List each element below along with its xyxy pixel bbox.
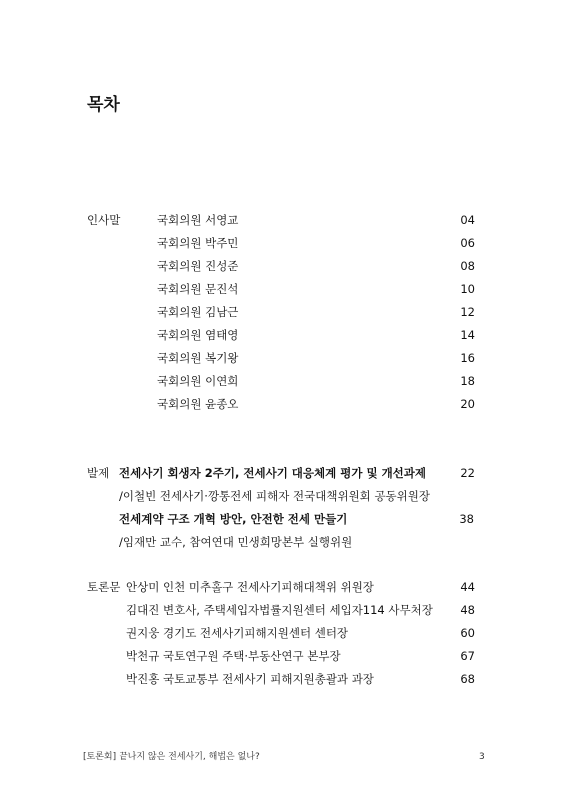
toc-entry-greeting-5[interactable]: 국회의원 김남근 — [157, 305, 239, 319]
toc-entry-greeting-2[interactable]: 국회의원 박주민 — [157, 236, 239, 250]
footer-text: [토론회] 끝나지 않은 전세사기, 해법은 없나? — [83, 752, 260, 762]
toc-page-presentation-1: 22 — [460, 466, 475, 480]
toc-entry-presentation-2[interactable]: 전세계약 구조 개혁 방안, 안전한 전세 만들기 — [119, 512, 348, 526]
toc-entry-discussion-3[interactable]: 권지웅 경기도 전세사기피해지원센터 센터장 — [126, 626, 349, 640]
toc-page-greeting-7: 16 — [460, 351, 475, 365]
page-title: 목차 — [87, 95, 120, 115]
toc-page-greeting-8: 18 — [460, 374, 475, 388]
toc-page-presentation-2: 38 — [459, 512, 474, 526]
toc-page-discussion-1: 44 — [460, 580, 475, 594]
section-label-presentation: 발제 — [87, 466, 110, 480]
toc-entry-greeting-4[interactable]: 국회의원 문진석 — [157, 282, 239, 296]
toc-entry-greeting-9[interactable]: 국회의원 윤종오 — [157, 397, 239, 411]
toc-entry-presentation-1[interactable]: 전세사기 회생자 2주기, 전세사기 대응체계 평가 및 개선과제 — [119, 466, 427, 480]
toc-page-greeting-6: 14 — [460, 328, 475, 342]
toc-page-greeting-3: 08 — [460, 259, 475, 273]
toc-page-greeting-9: 20 — [460, 397, 475, 411]
toc-page-discussion-5: 68 — [460, 672, 475, 686]
toc-page-discussion-4: 67 — [460, 649, 475, 663]
toc-page-greeting-2: 06 — [460, 236, 475, 250]
section-label-discussion: 토론문 — [87, 580, 121, 594]
toc-entry-greeting-7[interactable]: 국회의원 복기왕 — [157, 351, 239, 365]
footer-page-number: 3 — [479, 752, 485, 762]
toc-page-discussion-3: 60 — [460, 626, 475, 640]
toc-entry-greeting-3[interactable]: 국회의원 진성준 — [157, 259, 239, 273]
toc-page-greeting-4: 10 — [460, 282, 475, 296]
toc-entry-discussion-2[interactable]: 김대진 변호사, 주택세입자법률지원센터 세입자114 사무처장 — [126, 603, 433, 617]
toc-page-greeting-5: 12 — [460, 305, 475, 319]
toc-presenter-2: /임재만 교수, 참여연대 민생희망본부 실행위원 — [119, 535, 353, 549]
toc-entry-discussion-1[interactable]: 안상미 인천 미추홀구 전세사기피해대책위 위원장 — [126, 580, 374, 594]
toc-entry-discussion-4[interactable]: 박천규 국토연구원 주택·부동산연구 본부장 — [126, 649, 341, 663]
toc-presenter-1: /이철빈 전세사기·깡통전세 피해자 전국대책위원회 공동위원장 — [119, 489, 430, 503]
toc-entry-greeting-1[interactable]: 국회의원 서영교 — [157, 213, 239, 227]
toc-entry-discussion-5[interactable]: 박진홍 국토교통부 전세사기 피해지원총괄과 과장 — [126, 672, 374, 686]
toc-entry-greeting-6[interactable]: 국회의원 염태영 — [157, 328, 239, 342]
toc-entry-greeting-8[interactable]: 국회의원 이연희 — [157, 374, 239, 388]
section-label-greetings: 인사말 — [87, 213, 121, 227]
toc-page-greeting-1: 04 — [460, 213, 475, 227]
toc-page-discussion-2: 48 — [460, 603, 475, 617]
